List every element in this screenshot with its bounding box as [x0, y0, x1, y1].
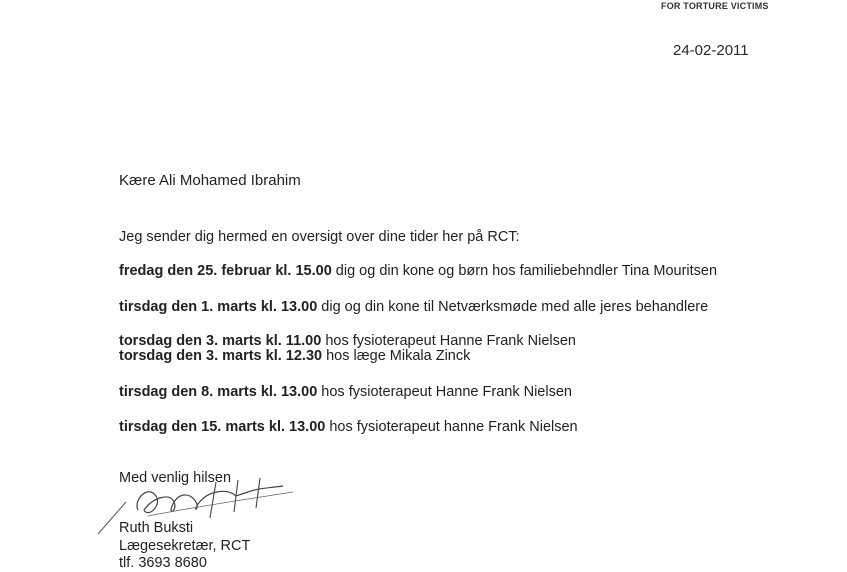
letter-intro: Jeg sender dig hermed en oversigt over dine tider her på RCT: [119, 229, 520, 245]
appointment-details: dig og din kone til Netværksmøde med alle jeres behandlere [317, 299, 709, 315]
appointment-item [119, 348, 470, 365]
appointment-datetime: torsdag den 3. marts kl. 12.30 [119, 348, 323, 364]
appointment-details: hos fysioterapeut Hanne Frank Nielsen [321, 333, 576, 349]
appointment-item [119, 299, 708, 316]
appointment-datetime: torsdag den 3. marts kl. 11.00 [119, 333, 322, 349]
letter-closing: Med venlig hilsen [119, 470, 232, 486]
appointment-details: hos fysioterapeut Hanne Frank Nielsen [317, 384, 572, 400]
signer-title: Lægesekretær, RCT [119, 538, 251, 554]
appointment-item [119, 263, 717, 280]
appointment-datetime: tirsdag den 8. marts kl. 13.00 [119, 384, 318, 400]
appointment-item [119, 384, 572, 401]
appointment-details: hos fysioterapeut hanne Frank Nielsen [325, 419, 578, 435]
appointment-details: hos læge Mikala Zinck [322, 348, 471, 364]
organization-header: FOR TORTURE VICTIMS [661, 1, 769, 11]
signer-phone: tlf. 3693 8680 [119, 555, 207, 571]
letter-date: 24-02-2011 [673, 42, 749, 59]
appointment-details: dig og din kone og børn hos familiebehndler Tina Mouritsen [331, 263, 718, 279]
appointment-datetime: tirsdag den 15. marts kl. 13.00 [119, 419, 326, 435]
letter-greeting: Kære Ali Mohamed Ibrahim [119, 172, 301, 189]
signer-name: Ruth Buksti [119, 520, 194, 536]
appointment-item [119, 419, 578, 436]
appointment-datetime: fredag den 25. februar kl. 15.00 [119, 263, 332, 279]
appointment-datetime: tirsdag den 1. marts kl. 13.00 [119, 299, 318, 315]
